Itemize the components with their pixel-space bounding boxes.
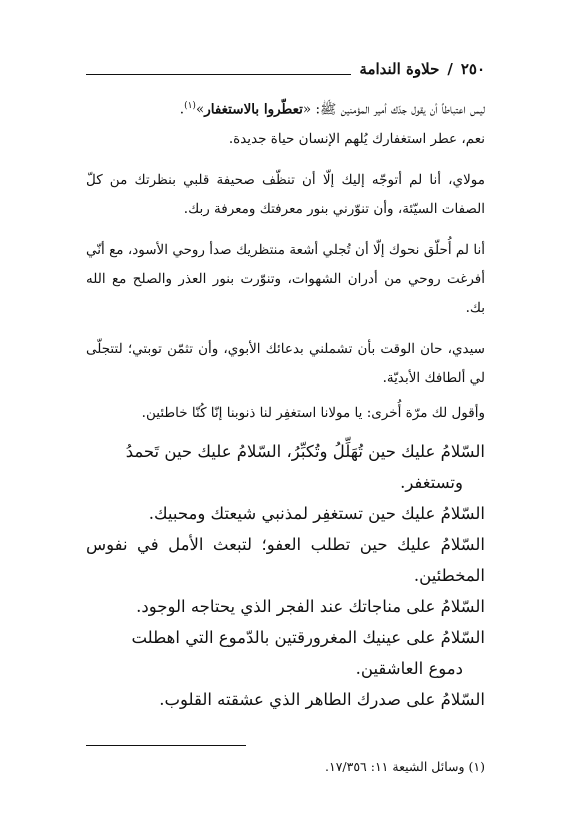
- quote-close: »: [195, 101, 205, 118]
- salam-line-continuation: وتستغفر.: [400, 472, 463, 492]
- footnote-rule: [86, 745, 246, 746]
- salam-line: السّلامُ على مناجاتك عند الفجر الذي يحتاجه الوجود.: [136, 596, 485, 616]
- paragraph-2: نعم، عطر استغفارك يُلهم الإنسان حياة جديدة.: [228, 130, 485, 147]
- header-separator: /: [447, 60, 453, 78]
- page-body: [86, 92, 485, 715]
- header-title: حلاوة الندامة: [359, 60, 440, 78]
- paragraph-1: [86, 92, 485, 125]
- footnote-ref[interactable]: (١): [184, 101, 196, 111]
- salam-line: السّلامُ عليك حين تستغفِر لمذنبي شيعتك ومحبيك.: [148, 503, 485, 523]
- paragraph-6: وأقول لك مرّة أُخرى: يا مولانا استغفِر لنا ذنوبنا إنّا كُنّا خاطئين.: [141, 404, 485, 421]
- paragraph-5: سيدي، حان الوقت بأن تشملني بدعائك الأبوي، وأن تثمّن توبتي؛ لتتجلّى لي ألطافك الأبديّة.: [86, 340, 485, 386]
- salam-line: [86, 622, 485, 684]
- page-number: ٢٥٠: [460, 60, 485, 78]
- footnote: (١) وسائل الشيعة ١١: ١٧/٣٥٦.: [325, 759, 485, 774]
- hadith-quote: تعطّروا بالاستغفار: [204, 101, 303, 118]
- paragraph-1-tail: .: [179, 101, 185, 118]
- salam-line: السّلامُ عليك حين تطلب العفو؛ لتبعث الأمل في نفوس المخطئين.: [86, 534, 485, 585]
- salam-line: السّلامُ على صدرك الطاهر الذي عشقته القلوب.: [159, 689, 485, 709]
- salam-line-text: السّلامُ عليك حين تُهَلِّلُ وتُكبِّرُ، السّلامُ عليك حين تَحمدُ: [125, 441, 485, 461]
- header-rule: [86, 74, 351, 75]
- salam-line-text: السّلامُ على عينيك المغرورقتين بالدّموع التي اهطلت: [131, 627, 485, 647]
- paragraph-4: أنا لم أُحلّق نحوك إلّا أن تُجلي أشعة منتظريك صدأ روحي الأسود، مع أنّي أفرغت روحي من أدران الشهوات، وتنوّرت بنور العذر والصلح مع الله بك.: [86, 241, 485, 316]
- salam-line-continuation: دموع العاشقين.: [355, 658, 463, 678]
- running-header: [86, 60, 485, 78]
- salam-line: [86, 436, 485, 498]
- salam-list: [86, 436, 485, 715]
- paragraph-1-text: ليس اعتباطاً أن يقول جدّك أمير المؤمنين ﷺ: «: [302, 101, 485, 118]
- paragraph-3: مولاي، أنا لم أتوجّه إليك إلّا أن تنظّف صحيفة قلبي بنظرتك من كلّ الصفات السيّئة، وأن تنوّرني بنور معرفتك ومعرفة ربك.: [86, 171, 485, 217]
